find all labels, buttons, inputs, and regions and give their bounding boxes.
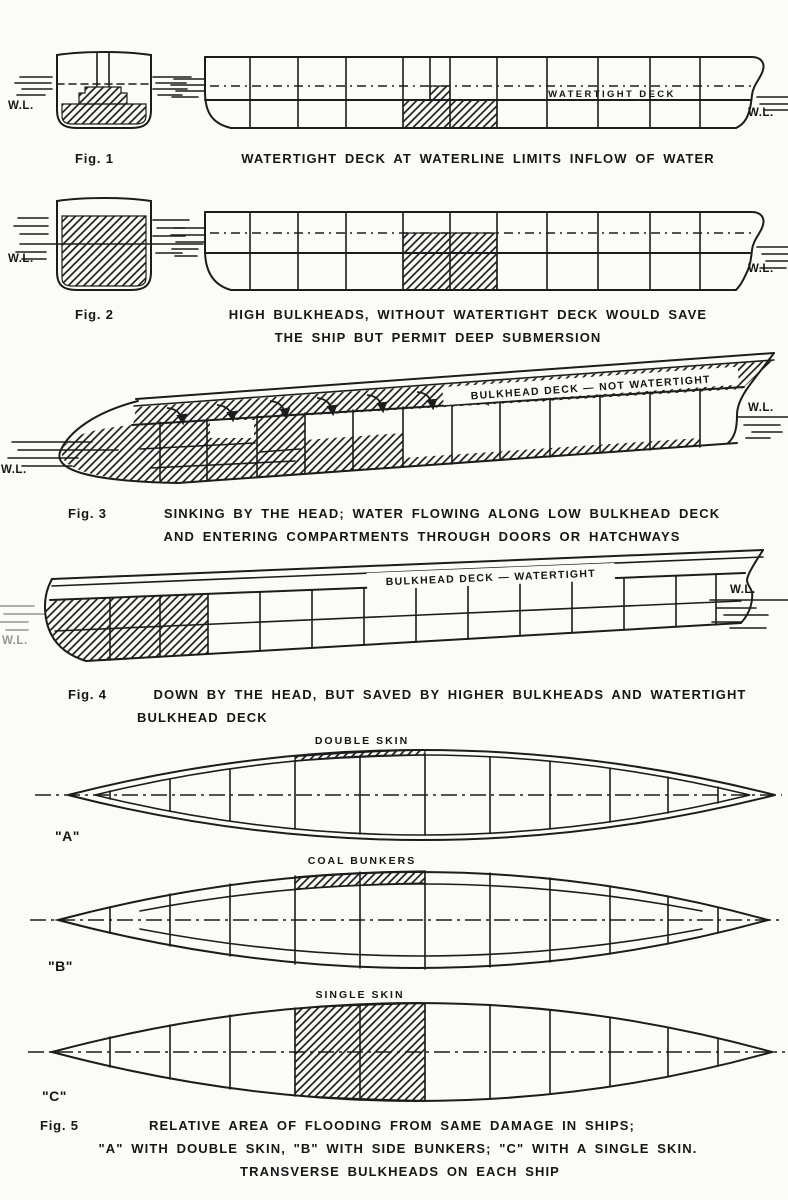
fig5-ship-c — [28, 989, 785, 1104]
fig3-number: Fig. 3 — [68, 506, 107, 521]
fig2-caption-line1: HIGH BULKHEADS, WITHOUT WATERTIGHT DECK WOULD SAVE — [228, 307, 708, 322]
fig2-wl-right-label: W.L. — [748, 263, 774, 275]
fig5-number: Fig. 5 — [40, 1118, 79, 1133]
fig5-ship-c-label: "C" — [42, 1088, 67, 1104]
fig3-wl-left-label: W.L. — [1, 464, 27, 476]
fig3-caption-line1: SINKING BY THE HEAD; WATER FLOWING ALONG LOW BULKHEAD DECK — [163, 506, 721, 521]
fig5-ship-a — [35, 735, 782, 844]
fig1-drawing — [8, 52, 788, 166]
fig4-wl-left-label: W.L. — [2, 635, 28, 647]
fig1-number: Fig. 1 — [75, 151, 114, 166]
fig1-cross-section — [15, 52, 191, 128]
fig2-side-elevation — [171, 212, 788, 290]
fig3-caption-line2: AND ENTERING COMPARTMENTS THROUGH DOORS OR HATCHWAYS — [163, 529, 681, 544]
fig3-flooded-compartments — [62, 414, 305, 483]
fig4-drawing — [0, 550, 788, 725]
fig5-ship-b-annotation: COAL BUNKERS — [307, 855, 417, 867]
fig1-wl-right-label: W.L. — [748, 107, 774, 119]
fig5-caption-line1: RELATIVE AREA OF FLOODING FROM SAME DAMAGE IN SHIPS; — [149, 1118, 635, 1133]
fig2-cross-section — [14, 198, 203, 290]
fig1-side-elevation — [171, 57, 788, 128]
fig4-caption-line2: BULKHEAD DECK — [137, 710, 268, 725]
fig5-ship-c-annotation: SINGLE SKIN — [315, 989, 405, 1001]
fig3-air-pocket — [210, 420, 254, 438]
fig1-caption: WATERTIGHT DECK AT WATERLINE LIMITS INFLOW OF WATER — [241, 151, 715, 166]
fig3-deck-label: BULKHEAD DECK — NOT WATERTIGHT — [470, 373, 712, 403]
fig5-ship-a-label: "A" — [55, 828, 80, 844]
fig3-wl-right-label: W.L. — [748, 402, 774, 414]
fig3-drawing — [1, 353, 788, 544]
fig5-ship-b-label: "B" — [48, 958, 73, 974]
fig4-caption-line1: DOWN BY THE HEAD, BUT SAVED BY HIGHER BULKHEADS AND WATERTIGHT — [153, 687, 747, 702]
fig4-deck-label: BULKHEAD DECK — WATERTIGHT — [385, 567, 597, 589]
fig5-ship-a-annotation: DOUBLE SKIN — [314, 735, 410, 747]
fig2-number: Fig. 2 — [75, 307, 114, 322]
fig4-number: Fig. 4 — [68, 687, 107, 702]
fig4-deck-label-group — [367, 563, 615, 590]
fig5-drawing — [28, 735, 785, 1179]
fig5-ship-b — [30, 855, 780, 974]
fig1-deck-label: WATERTIGHT DECK — [548, 89, 676, 100]
fig5-caption-line3: TRANSVERSE BULKHEADS ON EACH SHIP — [240, 1164, 560, 1179]
fig2-wl-left-label: W.L. — [8, 253, 34, 265]
fig4-wl-right-label: W.L. — [730, 584, 756, 596]
fig5-caption-line2: "A" WITH DOUBLE SKIN, "B" WITH SIDE BUNKERS; "C" WITH A SINGLE SKIN. — [98, 1141, 698, 1156]
fig1-wl-left-label: W.L. — [8, 100, 34, 112]
fig2-drawing — [8, 198, 788, 345]
fig2-caption-line2: THE SHIP BUT PERMIT DEEP SUBMERSION — [274, 330, 602, 345]
